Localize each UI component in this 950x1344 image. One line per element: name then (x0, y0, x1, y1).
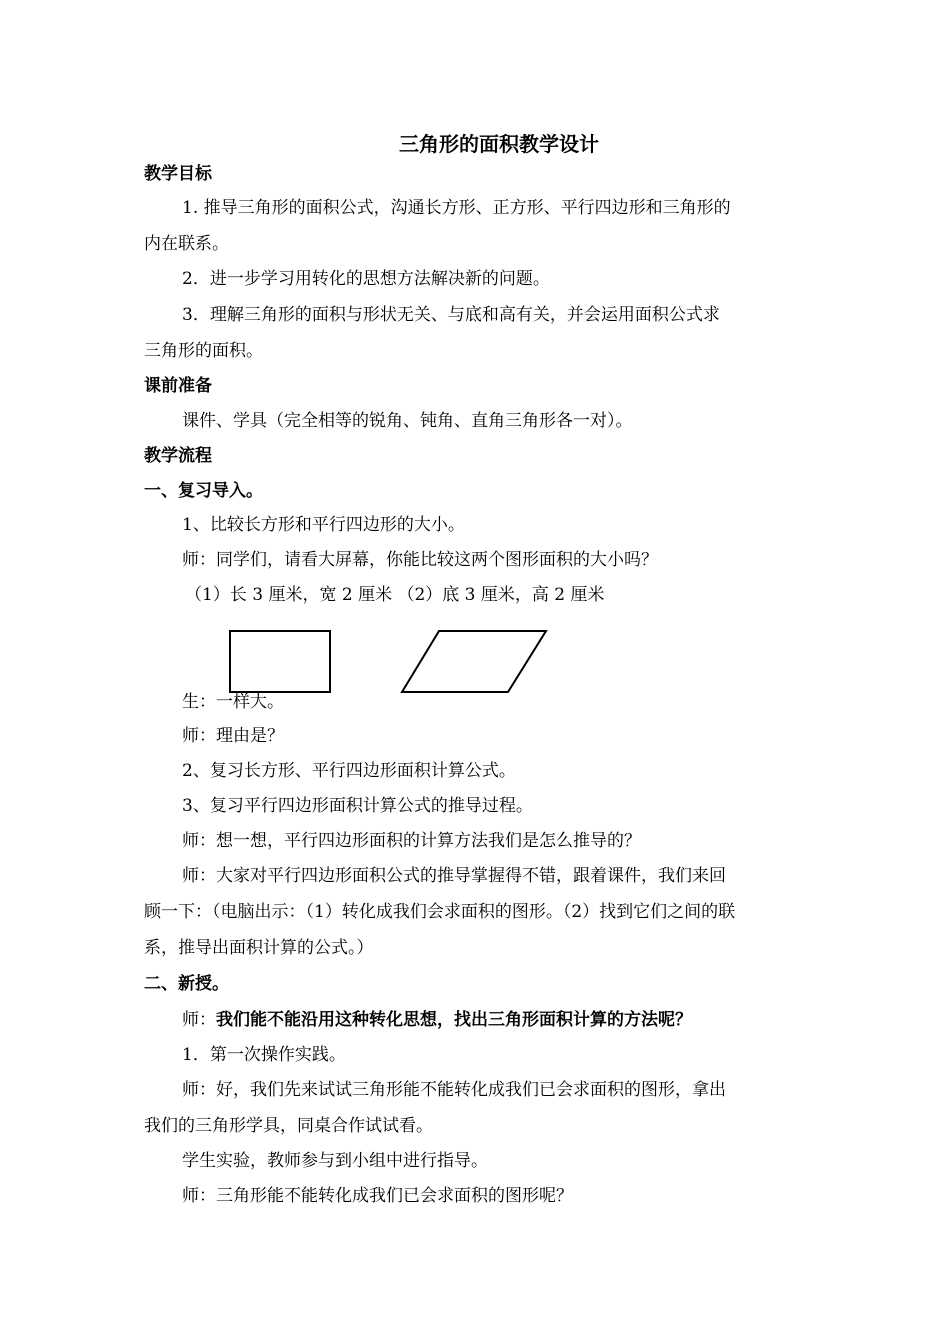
parallelogram-shape (402, 631, 546, 692)
part2-line-4: 学生实验，教师参与到小组中进行指导。 (182, 1151, 488, 1171)
document-title: 三角形的面积教学设计 (399, 132, 599, 156)
objective-3-line-1: 3．理解三角形的面积与形状无关、与底和高有关，并会运用面积公式求 (182, 305, 720, 325)
objective-2: 2．进一步学习用转化的思想方法解决新的问题。 (182, 269, 550, 289)
part1-line-9a: 师：大家对平行四边形面积公式的推导掌握得不错，跟着课件，我们来回 (182, 866, 726, 886)
part2-line-2: 1．第一次操作实践。 (182, 1045, 346, 1065)
objective-1-line-2: 内在联系。 (144, 234, 229, 254)
prep-text: 课件、学具（完全相等的锐角、钝角、直角三角形各一对）。 (182, 411, 633, 431)
part1-figure-captions: （1）长 3 厘米，宽 2 厘米 （2）底 3 厘米，高 2 厘米 (185, 585, 605, 605)
part2-line-3a: 师：好，我们先来试试三角形能不能转化成我们已会求面积的图形，拿出 (182, 1080, 726, 1100)
part2-heading: 二、新授。 (144, 974, 229, 994)
part2-line-5: 师：三角形能不能转化成我们已会求面积的图形呢？ (182, 1186, 573, 1206)
part1-line-9b: 顾一下：（电脑出示：（1）转化成我们会求面积的图形。（2）找到它们之间的联 (144, 902, 736, 922)
part1-line-1: 1、比较长方形和平行四边形的大小。 (182, 515, 465, 535)
rectangle-shape (230, 631, 330, 692)
part2-line-1 (182, 1010, 692, 1030)
part1-line-9c: 系，推导出面积计算的公式。） (144, 938, 374, 958)
part1-heading: 一、复习导入。 (144, 481, 263, 501)
key-question: 我们能不能沿用这种转化思想，找出三角形面积计算的方法呢？ (216, 1010, 692, 1030)
objective-1-line-1: 1. 推导三角形的面积公式，沟通长方形、正方形、平行四边形和三角形的 (182, 198, 731, 218)
part1-line-6: 2、复习长方形、平行四边形面积计算公式。 (182, 761, 516, 781)
teacher-prefix: 师： (182, 1010, 216, 1030)
part1-line-7: 3、复习平行四边形面积计算公式的推导过程。 (182, 796, 533, 816)
part1-line-4: 生：一样大。 (182, 692, 284, 712)
prep-heading: 课前准备 (144, 376, 212, 396)
part1-line-2: 师：同学们，请看大屏幕，你能比较这两个图形面积的大小吗？ (182, 550, 658, 570)
part1-line-8: 师：想一想，平行四边形面积的计算方法我们是怎么推导的？ (182, 831, 641, 851)
part1-line-5: 师：理由是？ (182, 726, 284, 746)
part2-line-3b: 我们的三角形学具，同桌合作试试看。 (144, 1116, 433, 1136)
flow-heading: 教学流程 (144, 446, 212, 466)
objective-3-line-2: 三角形的面积。 (144, 341, 263, 361)
objectives-heading: 教学目标 (144, 164, 212, 184)
